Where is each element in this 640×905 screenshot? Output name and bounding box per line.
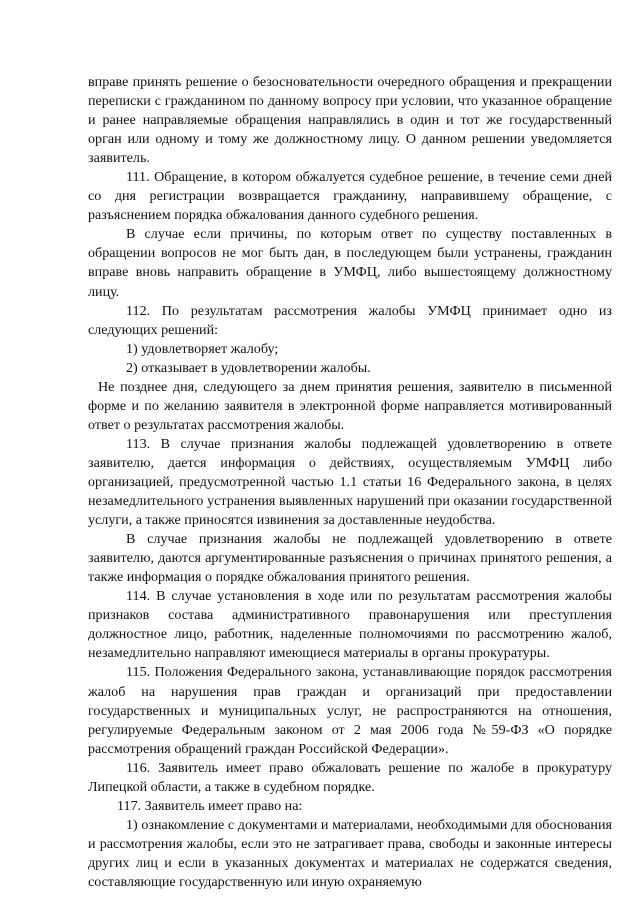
paragraph-111: 111. Обращение, в котором обжалуется судебное решение, в течение семи дней со дня регистрации возвращается гражданину, направившему обращение, с разъяснением порядка обжалования данного судебного решения.	[88, 169, 612, 224]
paragraph-112-item-2: 2) отказывает в удовлетворении жалобы.	[126, 359, 371, 376]
paragraph-111-reasons: В случае если причины, по которым ответ по существу поставленных в обращении вопросов не мог быть дан, в последующем были устранены, гражданин вправе вновь направить обращение в УМФЦ, либо вышестоящему должностному лицу.	[88, 226, 612, 300]
paragraph-113: 113. В случае признания жалобы подлежащей удовлетворению в ответе заявителю, дается информация о действиях, осуществляемым УМФЦ либо организацией, предусмотренной частью 1.1 статьи 16 Федерального закона, в целях незамедлительного устранения выявленных нарушений при оказании государственной услуги, а также приносятся извинения за доставленные неудобства.	[88, 435, 612, 529]
paragraph-116: 116. Заявитель имеет право обжаловать решение по жалобе в прокуратуру Липецкой области, а также в судебном порядке.	[88, 759, 612, 795]
paragraph-117: 117. Заявитель имеет право на:	[117, 797, 303, 814]
paragraph-114: 114. В случае установления в ходе или по результатам рассмотрения жалобы признаков состава административного правонарушения или преступления должностное лицо, работник, наделенные полномочиями по рассмотрению жалоб, незамедлительно направляют имеющиеся материалы в органы прокуратуры.	[88, 588, 612, 662]
paragraph-112: 112. По результатам рассмотрения жалобы УМФЦ принимает одно из следующих решений:	[88, 302, 612, 338]
paragraph-113-refusal: В случае признания жалобы не подлежащей удовлетворению в ответе заявителю, даются аргументированные разъяснения о причинах принятого решения, а также информация о порядке обжалования принятого решения.	[88, 531, 612, 586]
paragraph-112-item-1: 1) удовлетворяет жалобу;	[126, 340, 279, 357]
paragraph-115: 115. Положения Федерального закона, устанавливающие порядок рассмотрения жалоб на нарушения прав граждан и организаций при предоставлении государственных и муниципальных услуг, не распространяются на отношения, регулируемые Федеральным законом от 2 мая 2006 года №59-ФЗ «О порядке рассмотрения обращений граждан Российской Федерации».	[88, 664, 612, 757]
paragraph-117-item-1: 1) ознакомление с документами и материалами, необходимыми для обоснования и рассмотрения жалобы, если это не затрагивает права, свободы и законные интересы других лиц и если в указанных документах и материалах не содержатся сведения, составляющие государственную или иную охраняемую	[88, 816, 612, 890]
paragraph-continuation: вправе принять решение о безосновательности очередного обращения и прекращении переписки с гражданином по данному вопросу при условии, что указанное обращение и ранее направляемые обращения направлялись в один и тот же государственный орган или одному и тому же должностному лицу. О данном решении уведомляется заявитель.	[88, 74, 612, 167]
paragraph-112-response: Не позднее дня, следующего за днем принятия решения, заявителю в письменной форме и по желанию заявителя в электронной форме направляется мотивированный ответ о результатах рассмотрения жалобы.	[88, 378, 612, 433]
document-body	[88, 73, 612, 892]
